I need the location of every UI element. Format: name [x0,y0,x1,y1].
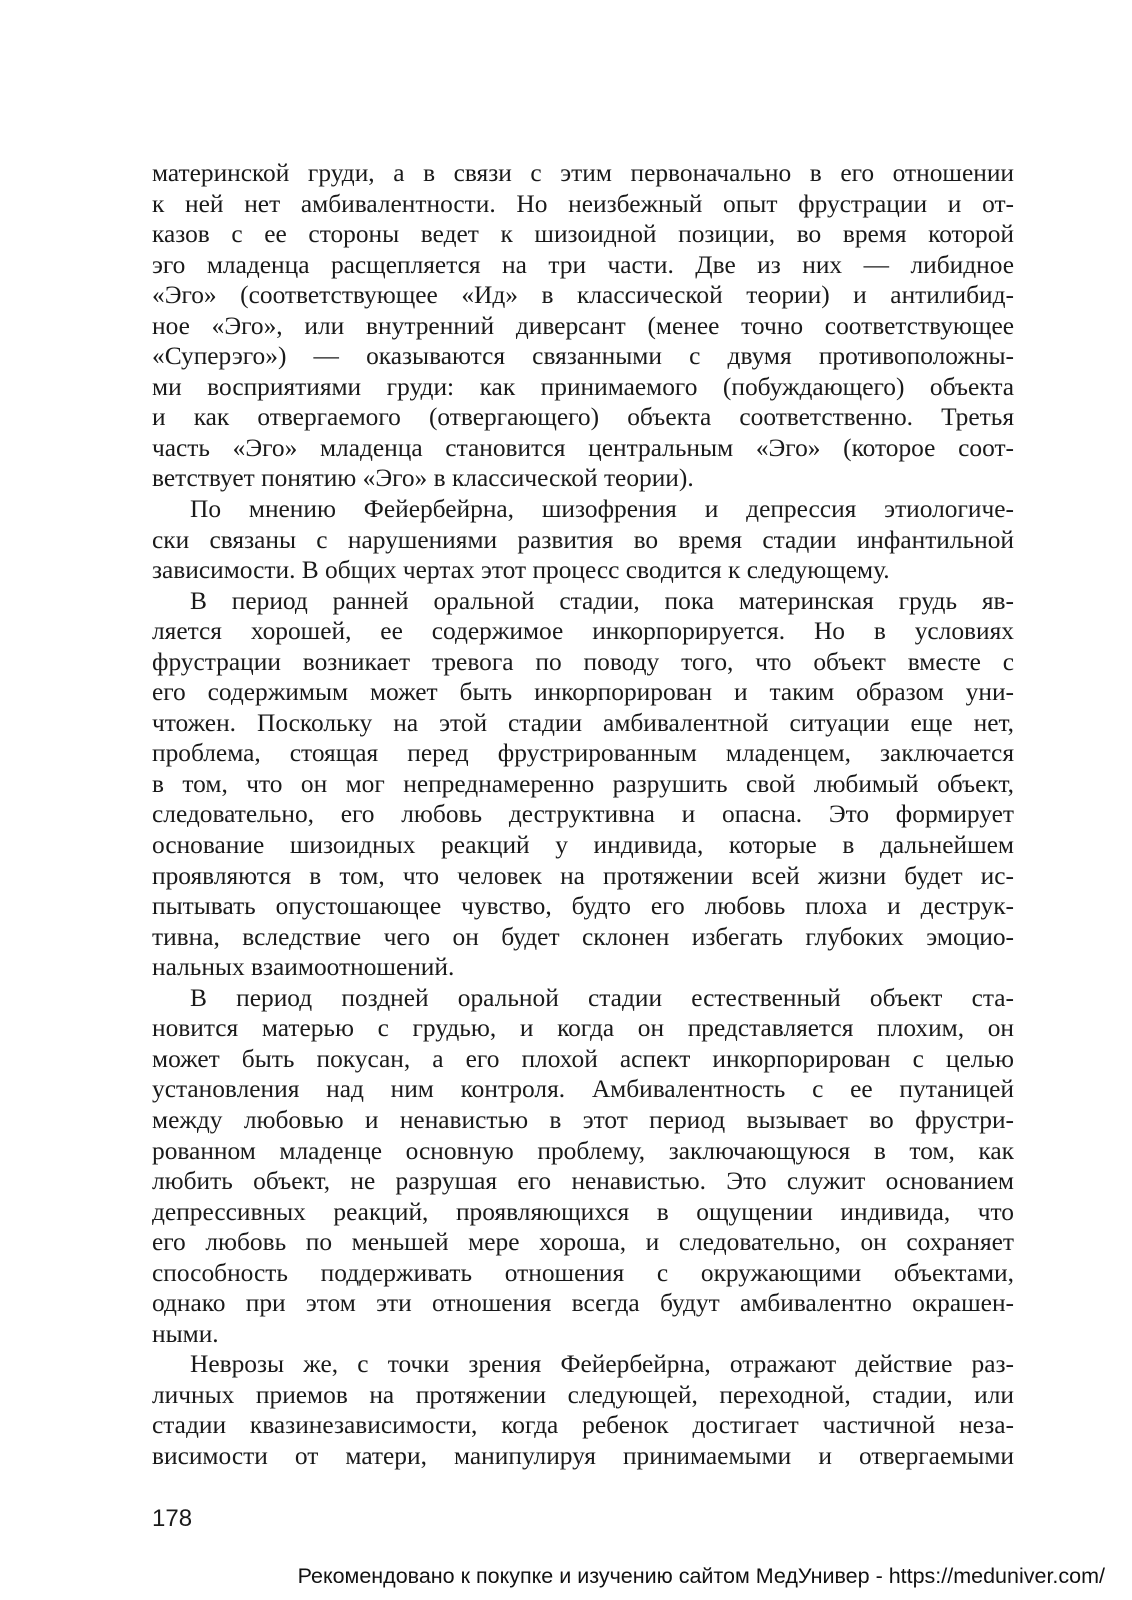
text-line: висимости от матери, манипулируя принимаемыми и отвергаемыми [152,1441,1014,1470]
text-line: часть «Эго» младенца становится центральным «Эго» (которое соот- [152,433,1014,462]
text-line: зависимости. В общих чертах этот процесс сводится к следующему. [152,556,890,585]
text-line: однако при этом эти отношения всегда будут амбивалентно окрашен- [152,1289,1014,1318]
text-line: пытывать опустошающее чувство, будто его любовь плоха и деструк- [152,892,1014,921]
text-line: депрессивных реакций, проявляющихся в ощущении индивида, что [152,1197,1014,1226]
text-line: В период ранней оральной стадии, пока материнская грудь яв- [190,586,1014,615]
paragraph [152,983,1014,1350]
text-line: Неврозы же, с точки зрения Фейербейрна, отражают действие раз- [190,1350,1014,1379]
text-line: казов с ее стороны ведет к шизоидной позиции, во время которой [152,220,1014,249]
text-line: чтожен. Поскольку на этой стадии амбивалентной ситуации еще нет, [152,708,1014,737]
text-line: ное «Эго», или внутренний диверсант (менее точно соответствующее [152,311,1014,340]
text-line: может быть покусан, а его плохой аспект инкорпорирован с целью [152,1044,1014,1073]
text-line: ски связаны с нарушениями развития во время стадии инфантильной [152,525,1014,554]
page-body [152,158,1014,1472]
text-line: эго младенца расщепляется на три части. Две из них — либидное [152,250,1014,279]
text-line: его содержимым может быть инкорпорирован и таким образом уни- [152,678,1014,707]
text-line: и как отвергаемого (отвергающего) объекта соответственно. Третья [152,403,1014,432]
text-line: установления над ним контроля. Амбивалентность с ее путаницей [152,1075,1014,1104]
text-line: способность поддерживать отношения с окружающими объектами, [152,1258,1014,1287]
paragraph [152,586,1014,983]
paragraph [152,1349,1014,1471]
paragraph [152,158,1014,494]
text-line: ными. [152,1319,219,1348]
text-line: тивна, вследствие чего он будет склонен избегать глубоких эмоцио- [152,922,1014,951]
text-line: его любовь по меньшей мере хороша, и следовательно, он сохраняет [152,1228,1014,1257]
text-line: фрустрации возникает тревога по поводу того, что объект вместе с [152,647,1014,676]
text-line: стадии квазинезависимости, когда ребенок достигает частичной неза- [152,1411,1014,1440]
text-line: рованном младенце основную проблему, заключающуюся в том, как [152,1136,1014,1165]
text-line: проявляются в том, что человек на протяжении всей жизни будет ис- [152,861,1014,890]
footer-recommendation: Рекомендовано к покупке и изучению сайтом МедУнивер - https://meduniver.com/ [297,1564,1105,1588]
text-line: ляется хорошей, ее содержимое инкорпорируется. Но в условиях [152,617,1014,646]
text-line: материнской груди, а в связи с этим первоначально в его отношении [152,159,1014,187]
text-line: ми восприятиями груди: как принимаемого (побуждающего) объекта [152,372,1014,401]
text-line: в том, что он мог непреднамеренно разрушить свой любимый объект, [152,769,1014,798]
paragraph [152,494,1014,586]
text-line: проблема, стоящая перед фрустрированным младенцем, заключается [152,739,1014,768]
text-line: следовательно, его любовь деструктивна и опасна. Это формирует [152,800,1014,829]
text-line: нальных взаимоотношений. [152,953,455,982]
text-line: «Эго» (соответствующее «Ид» в классической теории) и антилибид- [152,281,1014,310]
text-line: «Суперэго») — оказываются связанными с двумя противоположны- [152,342,1014,371]
text-line: любить объект, не разрушая его ненавистью. Это служит основанием [152,1167,1014,1196]
text-line: ветствует понятию «Эго» в классической теории). [152,464,694,493]
text-line: между любовью и ненавистью в этот период вызывает во фрустри- [152,1105,1014,1134]
text-line: основание шизоидных реакций у индивида, которые в дальнейшем [152,831,1014,860]
text-line: новится матерью с грудью, и когда он представляется плохим, он [152,1014,1014,1043]
text-line: к ней нет амбивалентности. Но неизбежный опыт фрустрации и от- [152,189,1014,218]
text-line: В период поздней оральной стадии естественный объект ста- [190,983,1014,1012]
page-number: 178 [152,1505,193,1532]
text-line: По мнению Фейербейрна, шизофрения и депрессия этиологиче- [190,495,1014,524]
text-line: личных приемов на протяжении следующей, переходной, стадии, или [152,1380,1014,1409]
